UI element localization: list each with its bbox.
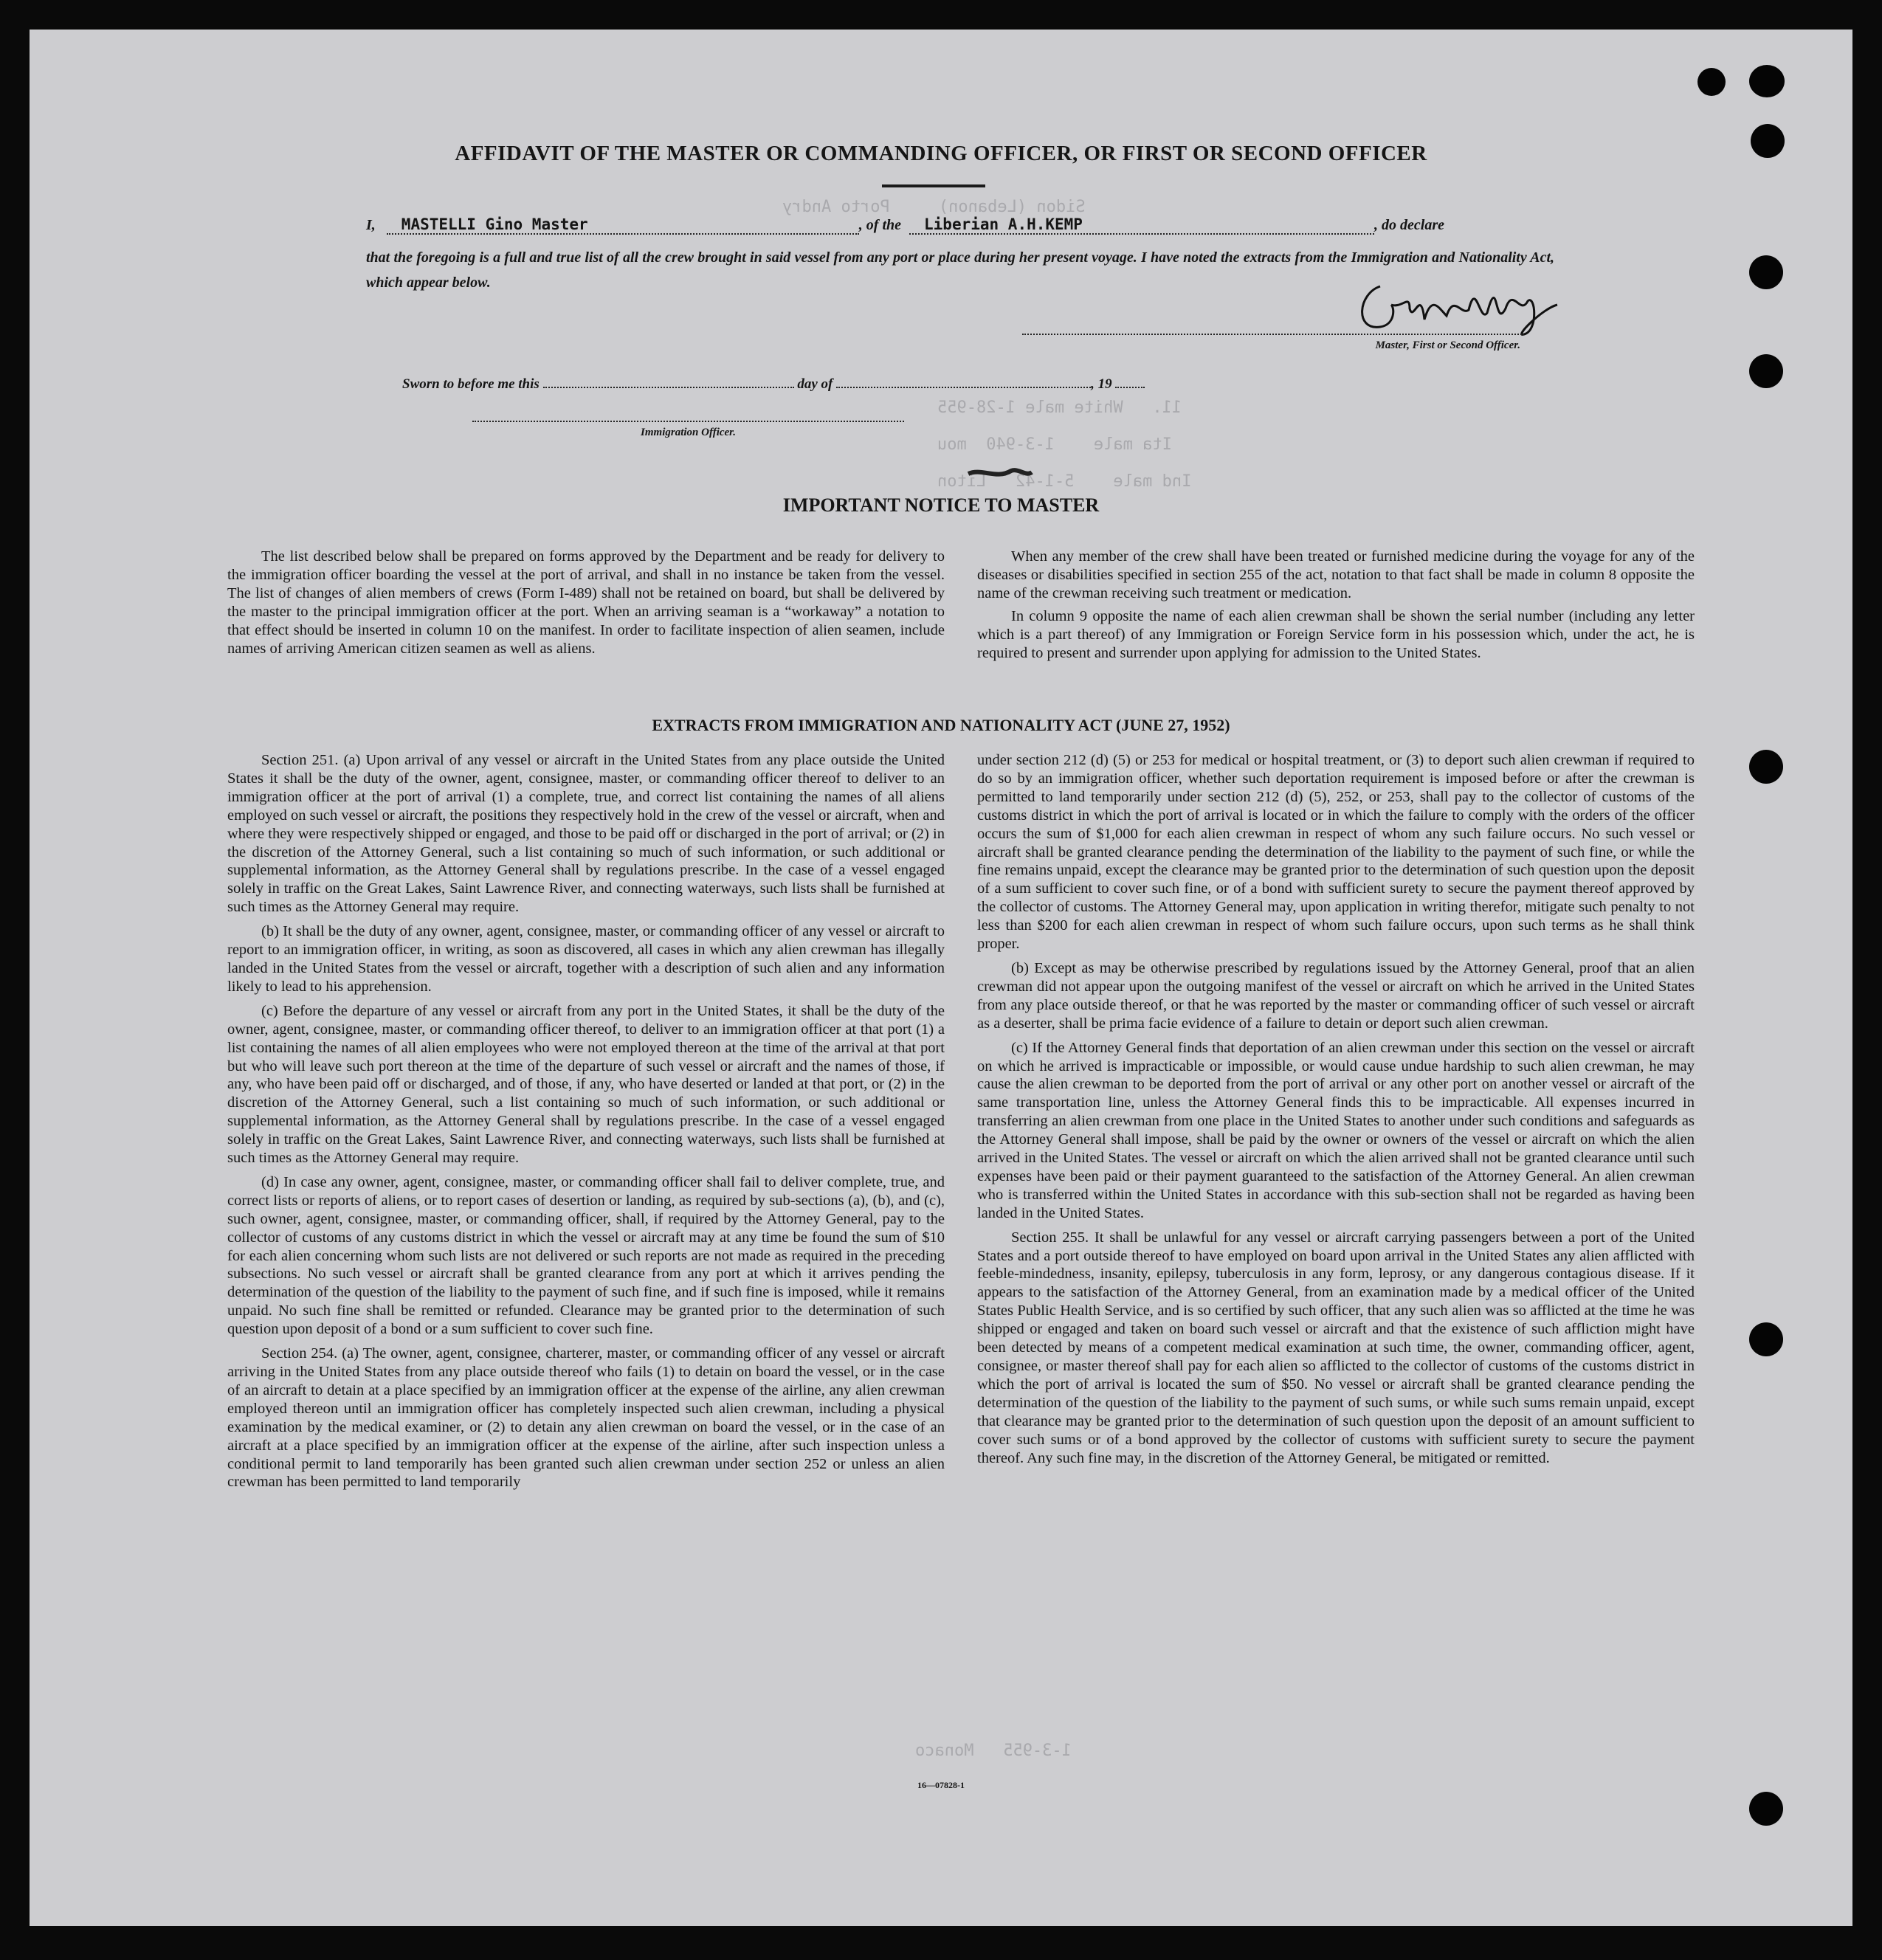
notice-right-paragraphs <box>977 548 1695 667</box>
section-paragraph: (b) It shall be the duty of any owner, agent, consignee, master, or commanding officer of any vessel or aircraft to report to an immigration officer, in writing, as soon as discovered, all cases in which any alien crewman has illegally landed in the United States from the vessel or aircraft, together with a description of such alien and any information likely to lead to his apprehension. <box>227 923 945 995</box>
sworn-line <box>402 376 1288 393</box>
sworn-label: Sworn to before me this <box>402 376 540 392</box>
section-paragraph: (d) In case any owner, agent, consignee, master, or commanding officer shall fail to deliver complete, true, and correct lists or reports of aliens, or to report cases of desertion or landing, as required by sub-sections (a), (b), and (c), such owner, agent, consignee, master, or commanding officer, shall, if required by the Attorney General, pay to the collector of customs of any customs district in which the vessel or aircraft may at any time be found the sum of $10 for each alien concerning whom such lists are not delivered or such reports are not made as required in the preceding subsections. No such vessel or aircraft shall be granted clearance from any port at which it arrives pending the determination of the question of the liability to the payment of such fine, and if such fine is imposed, while it remains unpaid. No such fine shall be remitted or refunded. Clearance may be granted prior to the determination of such question upon deposit of a bond or a sum sufficient to cover such fine. <box>227 1173 945 1338</box>
binder-hole <box>1749 1792 1783 1826</box>
bleed-through-text: 1-3-955 Monaco <box>915 1742 1072 1760</box>
document-page <box>30 30 1852 1926</box>
binder-hole <box>1749 750 1783 784</box>
bleed-through-text: Sidon (Lebanon) Porto Andry <box>782 198 1086 216</box>
officer-caption: Immigration Officer. <box>641 427 736 438</box>
binder-hole <box>1697 68 1726 96</box>
extracts-title: EXTRACTS FROM IMMIGRATION AND NATIONALITY ACT (JUNE 27, 1952) <box>652 716 1230 734</box>
left-column <box>227 751 945 1497</box>
section-paragraph: Section 255. It shall be unlawful for any vessel or aircraft carrying passengers between a port of the United States and a port outside thereof to have employed on board upon arrival in the United States any alien afflicted with feeble-mindedness, insanity, epilepsy, tuberculosis in any form, leprosy, or any dangerous contagious disease. If it appears to the satisfaction of the Attorney General, from an examination made by a medical officer of the United States Public Health Service, and is so certified by such officer, that any such alien was so afflicted at the time he was shipped or engaged and taken on board such vessel or aircraft and that the existence of such affliction might have been detected by means of a competent medical examination at such time, the owner, commanding officer, agent, consignee, or master thereof shall pay for each alien so afflicted to the collector of customs of the customs district in which the port of arrival is located the sum of $50. No vessel or aircraft shall be granted clearance pending the determination of the question of the liability to the payment of such sums, or while such sums remain unpaid, except that clearance may be granted prior to the determination of such question upon the deposit of an amount sufficient to cover such sums or of a bond approved by the collector of customs with sufficient surety to secure the payment thereof. Any such fine may, in the discretion of the Attorney General, be mitigated or remitted. <box>977 1229 1695 1466</box>
binder-hole <box>1749 65 1785 97</box>
binder-hole <box>1749 1322 1783 1356</box>
officer-signature-line <box>472 421 904 422</box>
sworn-year-field <box>1115 387 1145 388</box>
section-paragraph: (b) Except as may be otherwise prescribed by regulations issued by the Attorney General, proof that an alien crewman did not appear upon the outgoing manifest of the vessel or aircraft on which he arrived in the United States from any place outside thereof, or that he was reported by the master or commanding officer of such vessel or aircraft as a deserter, shall be prima facie evidence of a failure to detain or deport such alien crewman. <box>977 959 1695 1032</box>
sworn-month-field <box>836 387 1091 388</box>
section-paragraph: (c) Before the departure of any vessel or aircraft from any port in the United States, it shall be the duty of the owner, agent, consignee, master, or commanding officer thereof, to deliver to an immigration officer at that port (1) a list containing the names of all alien employees who were not employed thereon at the time of the arrival at that port but who will leave such port thereon at the time of the departure of such vessel or aircraft and the names of those, if any, who have been paid off or discharged, and of those, if any, who have deserted or landed at that port, or (2) in the discretion of the Attorney General, such a list containing so much of such information, or such additional or supplemental information, as the Attorney General shall by regulations prescribe. In the case of a vessel engaged solely in traffic on the Great Lakes, Saint Lawrence River, and connecting waterways, such lists shall be furnished at such times as the Attorney General may require. <box>227 1002 945 1167</box>
declaration-prefix: I, <box>366 217 376 233</box>
form-number: 16—07828-1 <box>917 1780 965 1790</box>
signature-caption: Master, First or Second Officer. <box>1375 339 1520 351</box>
master-name-field: MASTELLI Gino Master <box>387 215 859 235</box>
declaration-line <box>366 215 1554 235</box>
form-title: AFFIDAVIT OF THE MASTER OR COMMANDING OFFICER, OR FIRST OR SECOND OFFICER <box>455 142 1427 165</box>
bleed-through-text: Ind male 5-1-42 Liton <box>937 472 1192 491</box>
bleed-through-text: 11. White male 1-28-955 <box>937 398 1182 417</box>
sworn-day-label: day of <box>797 376 833 392</box>
sworn-day-field <box>543 387 794 388</box>
section-paragraph: Section 251. (a) Upon arrival of any vessel or aircraft in the United States from any place outside the United States it shall be the duty of the owner, agent, consignee, master, or commanding officer thereof to deliver to an immigration officer at the port of arrival (1) a complete, true, and correct list containing the names of all aliens employed on such vessel or aircraft, the positions they respectively hold in the crew of the vessel or aircraft, when and where they were respectively shipped or engaged, and those to be paid off or discharged in the port of arrival; or (2) in the discretion of the Attorney General, such a list containing so much of such information, or such additional or supplemental information, as the Attorney General shall by regulations prescribe. In the case of a vessel engaged solely in traffic on the Great Lakes, Saint Lawrence River, and connecting waterways, such lists shall be furnished at such times as the Attorney General may require. <box>227 752 945 916</box>
vessel-name-field: Liberian A.H.KEMP <box>909 215 1374 235</box>
section-paragraph: under section 212 (d) (5) or 253 for medical or hospital treatment, or (3) to deport such alien crewman if required to do so by an immigration officer, whether such deportation requirement is imposed before or after the crewman is permitted to land temporarily under section 212 (d) (5), 252, or 253, shall pay to the collector of customs of the customs district in which the port of arrival is located or in which the failure to comply with the orders of the officer occurs the sum of $1,000 for each alien crewman in respect of whom any such failure occurs. No such vessel or aircraft shall be granted clearance pending the determination of the liability to the payment of such fine, or while the fine remains unpaid, except the clearance may be granted prior to the determination of such question upon the deposit of a sum sufficient to cover such fine, or of a bond with sufficient surety to secure the payment thereof approved by the collector of customs. The Attorney General may, upon application in writing therefor, mitigate such penalty to not less than $200 for each alien crewman in respect of whom such failure occurs, upon such terms as he shall think proper. <box>977 752 1695 953</box>
notice-title: IMPORTANT NOTICE TO MASTER <box>782 494 1100 516</box>
title-rule <box>882 184 985 187</box>
signature-line <box>1022 334 1524 335</box>
sworn-year-label: , 19 <box>1091 376 1112 392</box>
right-column <box>977 751 1695 1473</box>
notice-right-paragraph: When any member of the crew shall have been treated or furnished medicine during the voyage for any of the diseases or disabilities specified in section 255 of the act, notation to that fact shall be made in column 8 opposite the name of the crewman receiving such treatment or medication. <box>977 548 1695 601</box>
declaration-body: that the foregoing is a full and true list of all the crew brought in said vessel from any port or place during her present voyage. I have noted the extracts from the Immigration and Nationality Act, which appear below. <box>366 249 1554 291</box>
section-paragraph: (c) If the Attorney General finds that deportation of an alien crewman under this section on the vessel or aircraft on which he arrived is impracticable or impossible, or would cause undue hardship to such alien crewman, he may cause the alien crewman to be deported from the port of arrival or any other port on another vessel or aircraft of the same transportation line, unless the Attorney General finds this to be impracticable. All expenses incurred in transferring an alien crewman from one place in the United States to another under such conditions and safeguards as the Attorney General shall impose, shall be paid by the owner or owners of the vessel or aircraft on which the alien arrived in the United States. The vessel or aircraft on which the alien arrived shall not be granted clearance until such expenses have been paid or their payment guaranteed to the satisfaction of the Attorney General. An alien crewman who is transferred within the United States in accordance with this sub-section shall not be regarded as having been landed in the United States. <box>977 1039 1695 1221</box>
notice-right-paragraph: In column 9 opposite the name of each alien crewman shall be shown the serial number (including any letter which is a part thereof) of any Immigration or Foreign Service form in his possession which, under the act, he is required to present and surrender upon applying for admission to the United States. <box>977 608 1695 661</box>
binder-hole <box>1749 354 1783 388</box>
of-the-label: , of the <box>858 217 902 233</box>
bleed-through-text: Ita male 1-3-940 mou <box>937 435 1172 454</box>
ink-smudge <box>967 466 1033 481</box>
notice-left-paragraph: The list described below shall be prepared on forms approved by the Department and be ready for delivery to the immigration officer boarding the vessel at the port of arrival, and shall in no instance be taken from the vessel. The list of changes of alien members of crews (Form I-489) shall not be retained on board, but shall be delivered by the master to the principal immigration officer at the port. When an arriving seaman is a “workaway” a notation to that effect should be inserted in column 10 on the manifest. In order to facilitate inspection of alien seamen, include names of arriving American citizen seamen as well as aliens. <box>227 548 945 657</box>
declare-label: , do declare <box>1374 217 1444 233</box>
binder-hole <box>1749 255 1783 289</box>
section-paragraph: Section 254. (a) The owner, agent, consignee, charterer, master, or commanding officer of any vessel or aircraft arriving in the United States from any place outside thereof who fails (1) to detain on board the vessel, or in the case of an aircraft to detain at a place specified by an immigration officer at the expense of the airline, any alien crewman employed thereon until an immigration officer has completely inspected such alien crewman, including a physical examination by the medical examiner, or (2) to detain any alien crewman on board the vessel, or in the case of an aircraft at a place specified by an immigration officer at the expense of the airline, after such inspection unless a conditional permit to land temporarily has been granted such alien crewman under section 252 or unless an alien crewman has been permitted to land temporarily <box>227 1345 945 1491</box>
